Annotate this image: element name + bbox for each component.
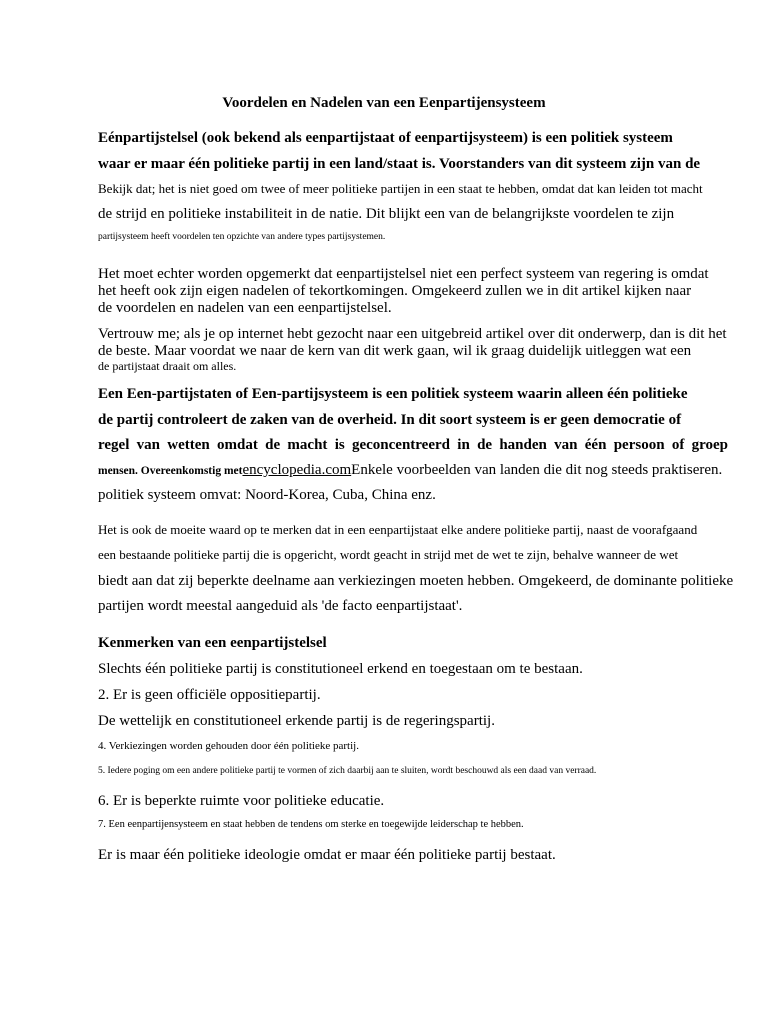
feature-item-4: 4. Verkiezingen worden gehouden door één politieke partij. [98,740,359,752]
para5-line-3: biedt aan dat zij beperkte deelname aan verkiezingen moeten hebben. Omgekeerd, de dominante politieke [98,573,734,589]
para5-line-4: partijen wordt meestal aangeduid als 'de facto eenpartijstaat'. [98,598,463,614]
intro-line-1: Eénpartijstelsel (ook bekend als eenpartijstaat of eenpartijsysteem) is een politiek systeem [98,130,673,146]
feature-item-5: 5. Iedere poging om een andere politieke partij te vormen of zich daarbij aan te sluiten, wordt beschouwd als een daad van verraad. [98,766,597,776]
feature-item-2: 2. Er is geen officiële oppositiepartij. [98,687,321,703]
para2-line-3: de voordelen en nadelen van een eenpartijstelsel. [98,300,392,316]
features-heading: Kenmerken van een eenpartijstelsel [98,635,327,651]
intro-line-2: waar er maar één politieke partij in een land/staat is. Voorstanders van dit systeem zijn van de [98,156,701,172]
para5-line-1: Het is ook de moeite waard op te merken dat in een eenpartijstaat elke andere politieke partij, naast de voorafgaand [98,522,698,537]
intro-line-3: Bekijk dat; het is niet goed om twee of meer politieke partijen in een staat te hebben, omdat dat kan leiden tot macht [98,181,703,196]
intro-line-5: partijsysteem heeft voordelen ten opzichte van andere types partijsystemen. [98,232,386,242]
feature-item-8: Er is maar één politieke ideologie omdat er maar één politieke partij bestaat. [98,847,556,863]
encyclopedia-link[interactable]: encyclopedia.com [242,462,352,478]
para3-line-1: Vertrouw me; als je op internet hebt gezocht naar een uitgebreid artikel over dit onderwerp, dan is dit het [98,326,727,342]
para3-line-2: de beste. Maar voordat we naar de kern van dit werk gaan, wil ik graag duidelijk uitleggen wat een [98,343,692,359]
para4-line-1: Een Een-partijstaten of Een-partijsysteem is een politiek systeem waarin alleen één politieke [98,386,688,402]
para4-line-4-rest: Enkele voorbeelden van landen die dit nog steeds praktiseren. [351,462,723,478]
feature-item-1: Slechts één politieke partij is constitutioneel erkend en toegestaan om te bestaan. [98,661,583,677]
feature-item-6: 6. Er is beperkte ruimte voor politieke educatie. [98,793,385,809]
para5-line-2: een bestaande politieke partij die is opgericht, wordt geacht in strijd met de wet te zijn, behalve wanneer de wet [98,547,679,562]
document-title: Voordelen en Nadelen van een Eenpartijensysteem [222,95,546,111]
intro-line-4: de strijd en politieke instabiliteit in de natie. Dit blijkt een van de belangrijkste voordelen te zijn [98,206,675,222]
para4-line-4-bold: mensen. Overeenkomstig met [98,465,243,477]
para4-line-5: politiek systeem omvat: Noord-Korea, Cuba, China enz. [98,487,436,503]
para2-line-1: Het moet echter worden opgemerkt dat eenpartijstelsel niet een perfect systeem van regering is omdat [98,266,709,282]
para2-line-2: het heeft ook zijn eigen nadelen of tekortkomingen. Omgekeerd zullen we in dit artikel kijken naar [98,283,692,299]
para4-line-2: de partij controleert de zaken van de overheid. In dit soort systeem is er geen democratie of [98,412,682,428]
para3-line-3: de partijstaat draait om alles. [98,359,237,373]
feature-item-7: 7. Een eenpartijensysteem en staat hebben de tendens om sterke en toegewijde leiderschap te hebben. [98,819,524,830]
feature-item-3: De wettelijk en constitutioneel erkende partij is de regeringspartij. [98,713,495,729]
para4-line-4 [98,462,728,479]
para4-line-3: regel van wetten omdat de macht is geconcentreerd in de handen van één persoon of groep [98,437,728,453]
